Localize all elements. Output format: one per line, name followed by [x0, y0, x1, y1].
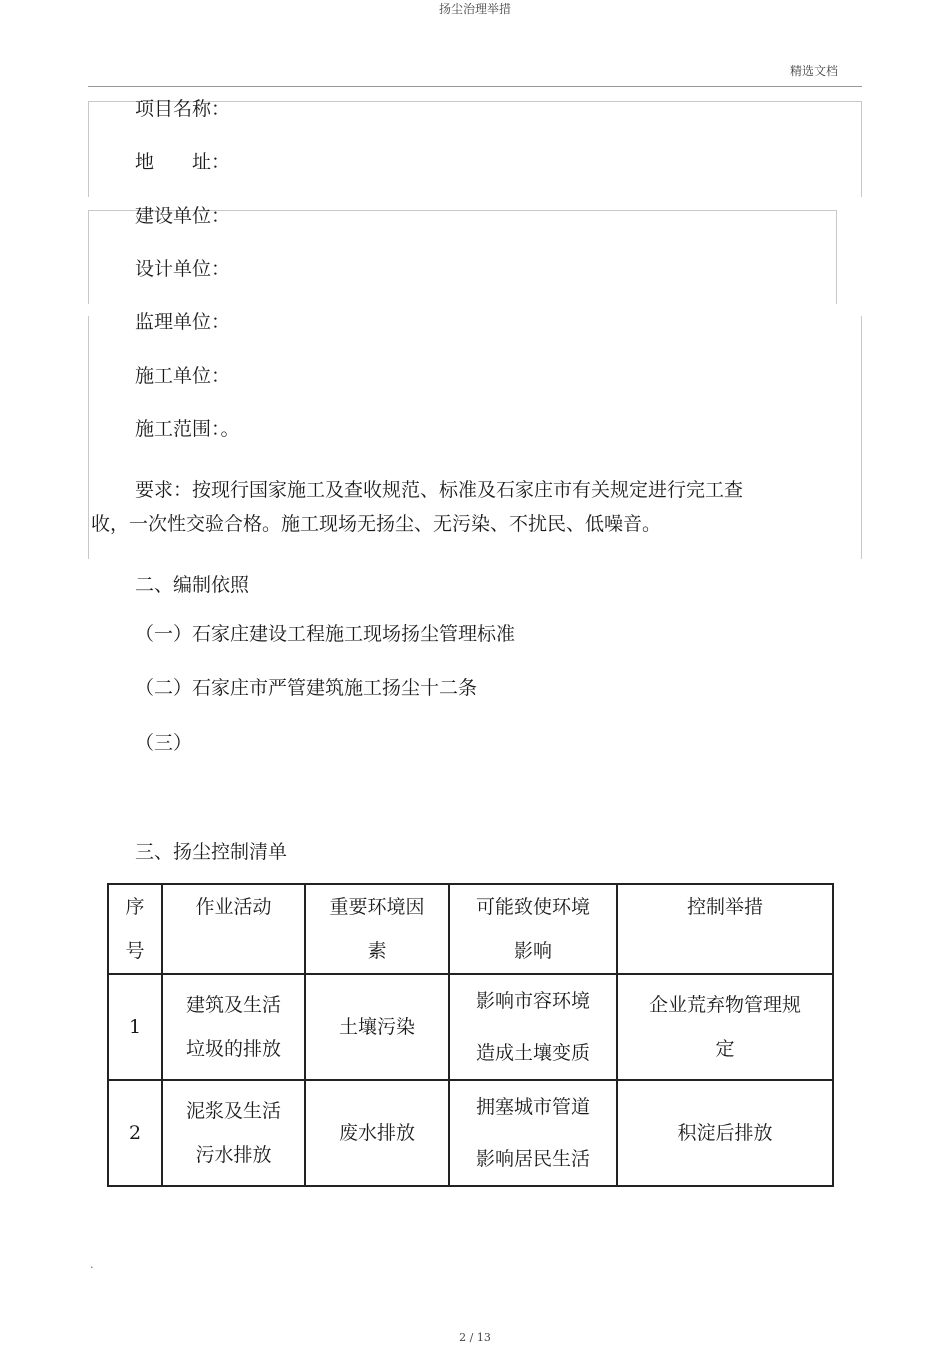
designer-label: 设计单位：: [135, 258, 231, 280]
header-seq-line-1: 序: [125, 896, 145, 918]
basis-item-2: （二）石家庄市严管建筑施工扬尘十二条: [135, 677, 478, 699]
row2-impact-line-2: 影响居民生活: [475, 1148, 590, 1170]
table-row: [108, 1080, 833, 1186]
row1-activity-line-2: 垃圾的排放: [185, 1038, 281, 1060]
row2-activity-line-1: 泥浆及生活: [185, 1100, 281, 1122]
header-measure: [617, 884, 833, 974]
section3-title: 三、扬尘控制清单: [135, 841, 288, 863]
row1-impact: [449, 974, 617, 1080]
row2-activity-line-2: 污水排放: [195, 1144, 272, 1166]
header-impact-line-2: 影响: [513, 940, 552, 962]
header-right-label: 精选文档: [790, 64, 839, 78]
page-number: 2 / 13: [459, 1331, 491, 1344]
requirement-line-1: 要求：按现行国家施工及查收规范、标准及石家庄市有关规定进行完工查: [135, 479, 744, 501]
header-activity: [162, 884, 305, 974]
requirement-line-2: 收，一次性交验合格。施工现场无扬尘、无污染、不扰民、低噪音。: [91, 513, 662, 535]
basis-item-3: （三）: [135, 732, 193, 754]
row1-factor: 土壤污染: [305, 974, 449, 1080]
row1-activity: [162, 974, 305, 1080]
stray-mark: .: [90, 1258, 94, 1271]
header-rule: [88, 86, 862, 87]
row1-seq: 1: [108, 974, 162, 1080]
row2-impact: [449, 1080, 617, 1186]
project-name-label: 项目名称：: [135, 98, 231, 120]
table-row: [108, 974, 833, 1080]
row2-measure: 积淀后排放: [617, 1080, 833, 1186]
row1-measure-line-2: 定: [715, 1038, 735, 1060]
row1-activity-line-1: 建筑及生活: [185, 994, 281, 1016]
section2-title: 二、编制依照: [135, 574, 250, 596]
row1-measure-line-1: 企业荒弃物管理规: [648, 994, 801, 1016]
header-factor-line-1: 重要环境因: [329, 896, 425, 918]
header-measure-text: 控制举措: [686, 896, 763, 918]
row2-impact-line-1: 拥塞城市管道: [475, 1096, 590, 1118]
row1-impact-line-2: 造成土壤变质: [475, 1042, 590, 1064]
supervisor-label: 监理单位：: [135, 311, 231, 333]
header-activity-text: 作业活动: [195, 896, 272, 918]
header-factor: [305, 884, 449, 974]
scope-label: 施工范围：。: [135, 418, 240, 440]
row1-impact-line-1: 影响市容环境: [475, 990, 590, 1012]
header-impact-line-1: 可能致使环境: [475, 896, 590, 918]
row2-seq: 2: [108, 1080, 162, 1186]
row2-activity: [162, 1080, 305, 1186]
table-header-row: [108, 884, 833, 974]
builder-label: 建设单位：: [135, 205, 231, 227]
header-impact: [449, 884, 617, 974]
header-factor-line-2: 素: [367, 940, 387, 962]
dust-control-table: [107, 883, 834, 1187]
header-seq: [108, 884, 162, 974]
row1-measure: [617, 974, 833, 1080]
address-label: 地 址：: [135, 151, 231, 173]
contractor-label: 施工单位：: [135, 365, 231, 387]
basis-item-1: （一）石家庄建设工程施工现场扬尘管理标准: [135, 623, 516, 645]
document-title: 扬尘治理举措: [438, 2, 511, 16]
header-seq-line-2: 号: [125, 940, 145, 962]
row2-factor: 废水排放: [305, 1080, 449, 1186]
